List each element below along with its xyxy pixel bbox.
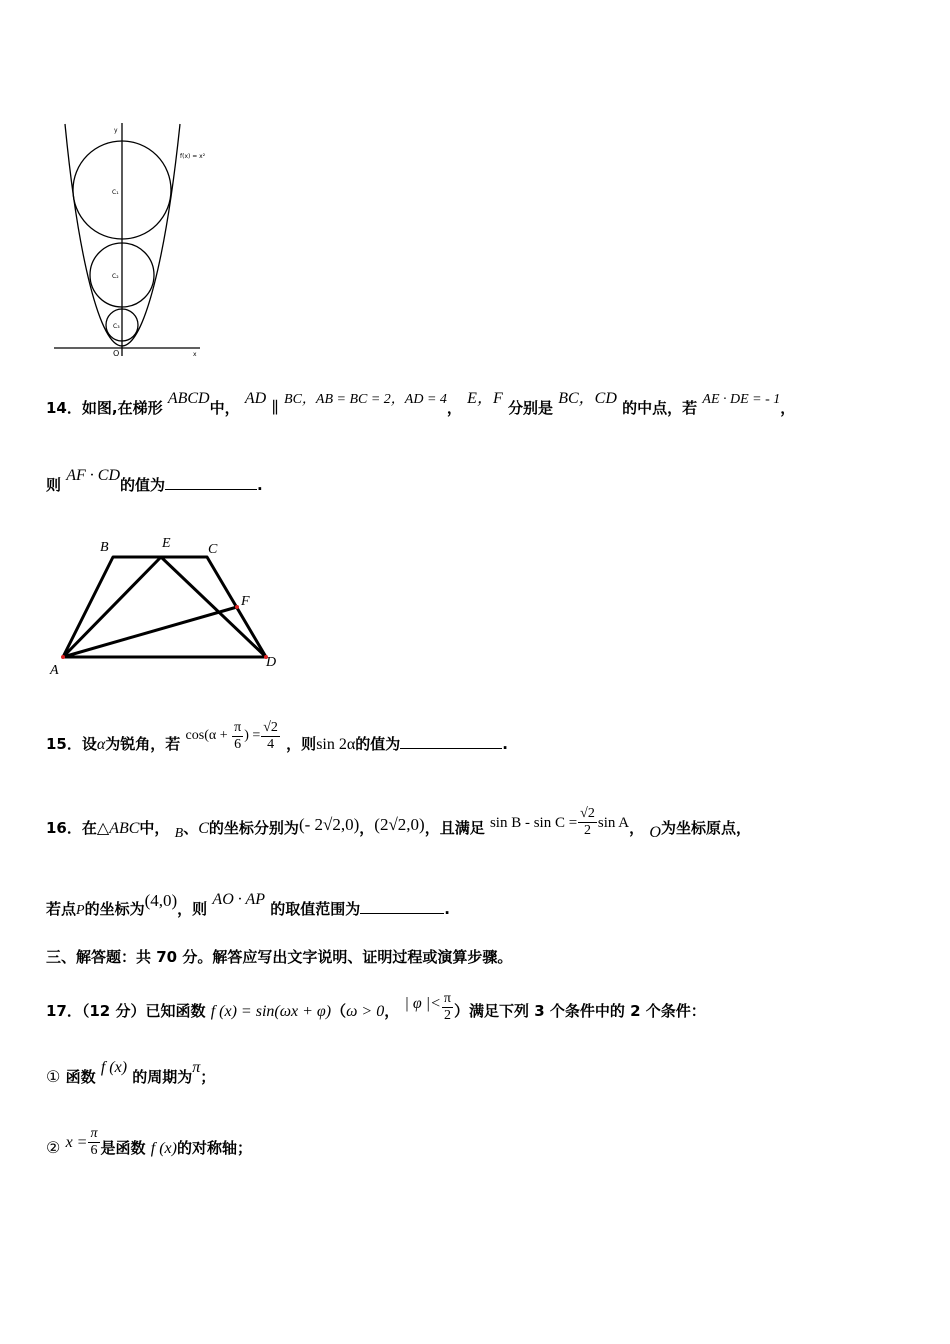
q17-text: 函数 [65, 1068, 96, 1086]
q17-text: 的对称轴； [176, 1139, 252, 1157]
q17-text: ， [384, 1002, 400, 1020]
q14-text: 分别是 [507, 399, 553, 417]
q15-math-sin: sin 2α [316, 736, 356, 753]
q14-line1 [46, 390, 796, 418]
label-c: C [208, 542, 218, 557]
answer-blank [360, 911, 444, 914]
q16-text: 若点 [46, 900, 77, 918]
segment-ed [161, 557, 266, 657]
q16-text: 的坐标为 [84, 900, 145, 918]
point-a [61, 655, 65, 659]
q17-text: ； [200, 1068, 216, 1086]
q16-text: ， [629, 819, 645, 837]
q16-math-triangle: △ABC [96, 820, 140, 837]
q16-math-c: C [198, 820, 209, 837]
q15-text: 为锐角，若 [105, 735, 181, 753]
q16-text: 的取值范围为 [270, 900, 361, 918]
label-a: A [50, 663, 59, 678]
fraction-den: 2 [584, 823, 592, 838]
q15-math-eq: ) = [244, 728, 261, 743]
q16-math-point1: (- 2√2,0) [298, 815, 360, 834]
q16-math-o: O [649, 824, 661, 841]
q16-math-b: B [174, 826, 184, 841]
label-d: D [266, 655, 277, 670]
fraction-num: π [234, 720, 242, 735]
q15-math-alpha: α [96, 736, 106, 753]
fraction-den: 6 [234, 737, 242, 752]
q16-text: 为坐标原点， [660, 819, 751, 837]
label-e: E [162, 536, 171, 551]
q16-math-sinb: sin B - sin C = [489, 815, 578, 831]
label-f: F [241, 594, 250, 609]
origin-label: O [113, 349, 120, 358]
fraction-num: √2 [580, 806, 595, 821]
q15-number: 15． [46, 735, 82, 753]
center-c2-label: C₂ [112, 273, 119, 280]
q14-text: 中， [209, 399, 240, 417]
q15-line [46, 720, 508, 761]
parabola-circles-figure [50, 118, 240, 363]
q16-text: . [444, 900, 450, 918]
fraction-sqrt2-4 [261, 720, 280, 753]
q16-line1 [46, 806, 751, 845]
center-c3-label: C₃ [113, 323, 120, 330]
q17-text: ）满足下列 3 个条件中的 2 个条件： [453, 1002, 706, 1020]
answer-blank [165, 487, 257, 490]
q17-number: 17． [46, 1002, 82, 1020]
q16-text: ，且满足 [424, 819, 485, 837]
q16-text: 中， [139, 819, 170, 837]
q17-math-omega: ω > 0 [346, 1003, 385, 1020]
q14-text: 如图,在梯形 [81, 399, 163, 417]
center-c1-label: C₁ [112, 189, 119, 196]
fraction-num: √2 [263, 720, 278, 735]
q16-math-aoap: AO · AP [212, 891, 266, 908]
q17-text: （12 分）已知函数 [81, 1002, 206, 1020]
fraction-den: 6 [90, 1143, 98, 1158]
q14-math-ef: E，F [467, 390, 503, 407]
q14-text: 的值为 [120, 476, 166, 494]
y-axis-label: y [114, 127, 118, 134]
parallel-symbol: ∥ [271, 400, 279, 417]
q15-text: 的值为 [355, 735, 401, 753]
q14-text: ， [446, 399, 462, 417]
q16-text: 、 [183, 819, 199, 837]
q17-math-fx: f (x) [150, 1140, 177, 1157]
q14-line2 [46, 467, 263, 495]
fraction-den: 4 [267, 737, 275, 752]
trapezoid-figure [44, 530, 294, 680]
q14-math-condition: BC，AB = BC = 2，AD = 4 [284, 392, 447, 407]
q14-math-bccd: BC，CD [558, 390, 617, 407]
fraction-pi-6 [88, 1126, 99, 1159]
q17-condition-2 [46, 1126, 252, 1165]
q16-text: ，则 [177, 900, 208, 918]
q17-math-phi: | φ |< [404, 995, 441, 1012]
q17-math-x-eq: x = [65, 1134, 88, 1151]
fraction-pi-6 [232, 720, 243, 753]
q16-line2 [46, 891, 450, 919]
answer-blank [400, 746, 502, 749]
q14-math-abcd: ABCD [167, 390, 210, 407]
q17-math-fx: f (x) [100, 1059, 128, 1076]
q16-text: ， [359, 819, 375, 837]
q17-line [46, 991, 706, 1028]
q15-math-cos: cos(α + [185, 728, 232, 743]
circled-1: ① [46, 1069, 61, 1086]
section-3-heading: 三、解答题：共 70 分。解答应写出文字说明、证明过程或演算步骤。 [46, 948, 513, 966]
q17-math-pi: π [192, 1059, 201, 1076]
q14-text: 的中点，若 [622, 399, 698, 417]
q15-text: . [502, 735, 508, 753]
q14-math-afcd: AF · CD [66, 467, 121, 484]
fraction-pi-2 [442, 991, 453, 1024]
fraction-den: 2 [443, 1008, 451, 1023]
q16-math-sina: sin A [597, 815, 630, 831]
q14-text: ， [780, 399, 796, 417]
q17-text: 的周期为 [132, 1068, 193, 1086]
circled-2: ② [46, 1140, 61, 1157]
q16-math-p: P [76, 903, 85, 918]
q17-condition-1 [46, 1059, 216, 1087]
q14-number: 14． [46, 399, 82, 417]
q14-math-ad: AD [244, 390, 267, 407]
fraction-num: π [90, 1126, 98, 1141]
q15-text: ，则 [286, 735, 317, 753]
fraction-num: π [443, 991, 451, 1006]
q17-math-function: f (x) = sin(ωx + φ) [210, 1003, 332, 1020]
q17-text: （ [331, 1002, 347, 1020]
q17-text: 是函数 [100, 1139, 146, 1157]
q14-math-aede: AE · DE = - 1 [702, 392, 781, 407]
q15-text: 设 [81, 735, 97, 753]
q16-number: 16． [46, 819, 82, 837]
point-f [235, 605, 239, 609]
x-axis-label: x [193, 351, 197, 358]
label-b: B [100, 540, 109, 555]
q16-text: 在 [81, 819, 97, 837]
q14-text: . [257, 476, 263, 494]
curve-label: f(x) = x² [180, 153, 206, 160]
q16-math-point2: (2√2,0) [374, 815, 425, 834]
q16-math-p-coord: (4,0) [144, 891, 178, 910]
fraction-sqrt2-2 [578, 806, 597, 839]
q16-text: 的坐标分别为 [208, 819, 299, 837]
q14-text: 则 [46, 476, 62, 494]
